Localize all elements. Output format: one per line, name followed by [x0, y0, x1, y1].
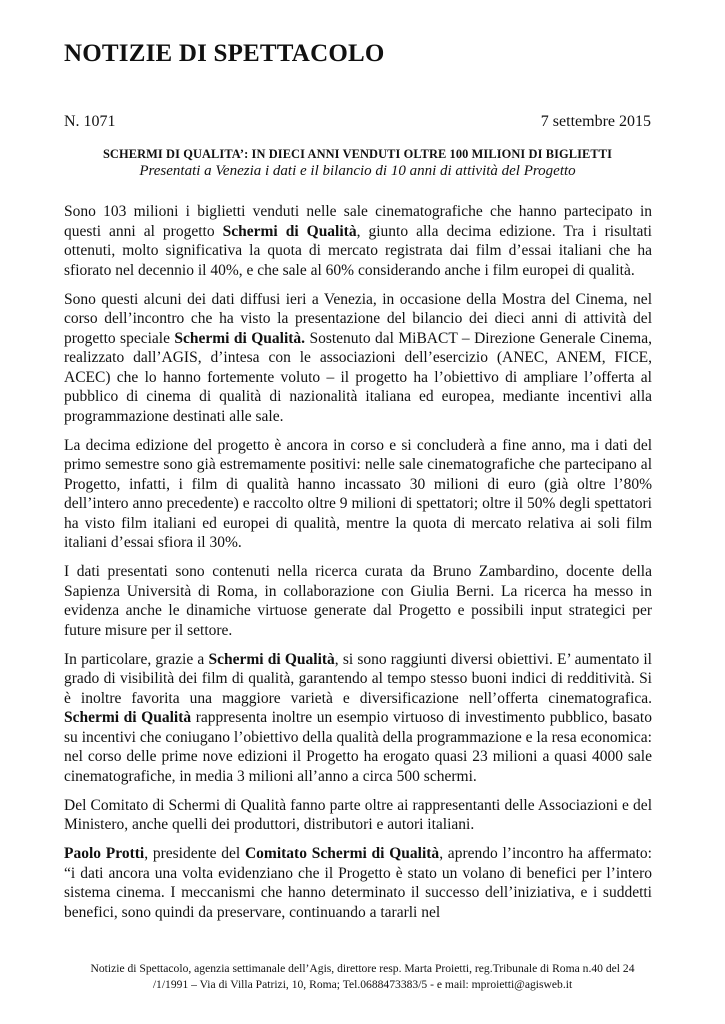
article-body	[64, 202, 652, 932]
article-subheadline: Presentati a Venezia i dati e il bilancio di 10 anni di attività del Progetto	[139, 163, 576, 179]
bold-committee-name: Comitato Schermi di Qualità	[244, 845, 440, 862]
paragraph-3: La decima edizione del progetto è ancora in corso e si concluderà a fine anno, ma i dati del primo semestre sono già estremamente positivi: nelle sale cinematografiche che partecipano al Progetto, infatti, i film di qualità hanno incassato 30 milioni di euro (già oltre l’80% dell’intero anno precedente) e raccolto oltre 9 milioni di spettatori; oltre il 50% degli spettatori ha visto film italiani ed europei di qualità, mentre la quota di mercato relativa ai soli film italiani d’essai sfiora il 30%.	[64, 436, 652, 551]
bold-project-name: Schermi di Qualità	[64, 709, 192, 726]
issue-number: N. 1071	[64, 113, 116, 130]
paragraph-5: In particolare, grazie a Schermi di Qualità, si sono raggiunti diversi obiettivi. E’ aumentato il grado di visibilità dei film di qualità, garantendo al tempo stesso buoni indici di redditività. Si è inoltre favorita una maggiore varietà e diversificazione nell’offerta cinematografica. Schermi di Qualità rappresenta inoltre un esempio virtuoso di investimento pubblico, basato su incentivi che coniugano l’obiettivo della qualità della programmazione e la resa economica: nel corso delle prime nove edizioni il Progetto ha erogato quasi 23 milioni a quasi 4000 sale cinematografiche, in media 3 milioni all’anno a circa 500 schermi.	[64, 650, 652, 785]
masthead-title: NOTIZIE DI SPETTACOLO	[64, 40, 385, 67]
page-footer	[64, 961, 661, 992]
article-headline: SCHERMI DI QUALITA’: IN DIECI ANNI VENDUTI OLTRE 100 MILIONI DI BIGLIETTI	[102, 147, 613, 161]
footer-line-2: /1/1991 – Via di Villa Patrizi, 10, Roma; Tel.0688473383/5 - e mail: mproietti@agisweb.it	[152, 977, 573, 991]
paragraph-7: Paolo Protti, presidente del Comitato Schermi di Qualità, aprendo l’incontro ha affermato: “i dati ancora una volta evidenziano che il Progetto è stato un volano di benefici per l’intero sistema cinema. I meccanismi che hanno determinato il successo dell’iniziativa, e i suddetti benefici, sono quindi da preservare, continuando a tararli nel	[64, 845, 652, 921]
issue-date: 7 settembre 2015	[540, 113, 651, 130]
bold-person-name: Paolo Protti	[64, 845, 145, 862]
paragraph-2: Sono questi alcuni dei dati diffusi ieri a Venezia, in occasione della Mostra del Cinema, nel corso dell’incontro che ha visto la presentazione del bilancio dei dieci anni di attività del progetto speciale Schermi di Qualità. Sostenuto dal MiBACT – Direzione Generale Cinema, realizzato dall’AGIS, d’intesa con le associazioni dell’esercizio (ANEC, ANEM, FICE, ACEC) che lo hanno fortemente voluto – il progetto ha l’obiettivo di ampliare l’offerta al pubblico di cinema di qualità di nazionalità italiana ed europea, mediante incentivi alla programmazione destinati alle sale.	[64, 290, 652, 425]
bold-project-name: Schermi di Qualità.	[174, 329, 306, 347]
paragraph-4: I dati presentati sono contenuti nella ricerca curata da Bruno Zambardino, docente della Sapienza Università di Roma, in collaborazione con Giulia Berni. La ricerca ha messo in evidenza anche le dinamiche virtuose generate dal Progetto e possibili input strategici per future misure per il settore.	[64, 563, 652, 639]
paragraph-1: Sono 103 milioni i biglietti venduti nelle sale cinematografiche che hanno partecipato in questi anni al progetto Schermi di Qualità, giunto alla decima edizione. Tra i risultati ottenuti, molto significativa la quota di mercato registrata dai film d’essai italiani che ha sfiorato nel decennio il 40%, e che sale al 60% considerando anche i film europei di qualità.	[64, 203, 652, 279]
bold-project-name: Schermi di Qualità	[222, 222, 357, 240]
paragraph-6: Del Comitato di Schermi di Qualità fanno parte oltre ai rappresentanti delle Associazioni e del Ministero, anche quelli dei produttori, distributori e autori italiani.	[64, 796, 652, 833]
issue-row	[64, 113, 651, 131]
bold-project-name: Schermi di Qualità	[208, 650, 335, 668]
footer-line-1: Notizie di Spettacolo, agenzia settimanale dell’Agis, direttore resp. Marta Proietti, reg.Tribunale di Roma n.40 del 24	[90, 962, 635, 975]
